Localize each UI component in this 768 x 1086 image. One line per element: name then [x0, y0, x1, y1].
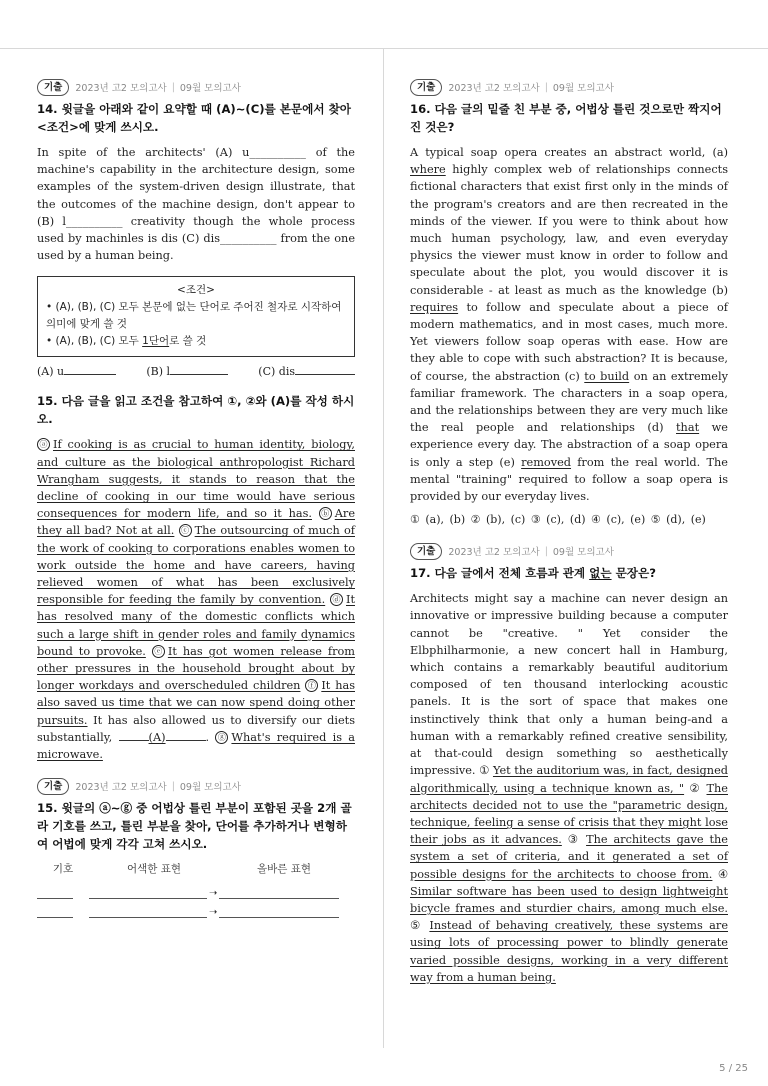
answer-c	[258, 365, 355, 378]
exam-tag	[37, 78, 355, 96]
exam-year: 2023년 고2 모의고사	[448, 547, 540, 559]
marker-g: ⓖ	[215, 731, 228, 744]
answer-b-blank[interactable]	[170, 374, 228, 375]
q17-sentence-3: The architects gave the system a set of criteria, and it generated a set of possible designs for the architects to choose from.	[410, 833, 728, 881]
q16-text-5: we experience every day. The abstraction of a soap opera is only a step (e)	[410, 421, 728, 469]
tag-separator: |	[544, 81, 548, 93]
q14-answer-row	[37, 365, 355, 378]
marker-b: ⓑ	[319, 507, 332, 520]
wrong-blank[interactable]	[89, 888, 207, 899]
q17-title-tail: 문장은?	[611, 566, 656, 581]
q17-title	[410, 564, 728, 582]
correction-table	[37, 861, 355, 922]
exam-year: 2023년 고2 모의고사	[448, 83, 540, 94]
answer-c-blank[interactable]	[295, 374, 355, 375]
exam-badge: 기출	[37, 778, 69, 795]
q17-sentence-2: The architects decided not to use the "parametric design, technique, feeling a sense of crisis that they might lose their jobs as it advances.	[410, 781, 728, 847]
sentence-b: Are they all bad? Not at all.	[37, 507, 356, 538]
exam-month: 09월 모의고사	[179, 782, 241, 794]
exam-month: 09월 모의고사	[552, 547, 614, 559]
sentence-f: It has also saved us time that we can now spend doing other pursuits.	[37, 679, 355, 727]
exam-tag	[410, 542, 728, 560]
right-column	[410, 78, 728, 986]
q14-summary: In spite of the architects' (A) u__________ of the machine's capability in the architecture design, some examples of the system-driven design illustrate, that the outcomes of the machine design, don't appear to (B) l__________ creativity though the whole process used by machinles is dis (C) dis__________ from the one used by a human being.	[37, 146, 355, 263]
correction-row-1	[37, 884, 355, 903]
q16-text-1: A typical soap opera creates an abstract world, (a)	[410, 146, 728, 159]
tag-separator: |	[544, 545, 548, 557]
q17-passage	[410, 590, 728, 986]
q17-title-underlined: 없는	[589, 566, 612, 581]
sentence-a: If cooking is as crucial to human identity, biology, and culture as the biological anthropologist Richard Wrangham suggests, it stands to reason that the decline of cooking in our time would have serious consequences for modern life, and so it has.	[37, 438, 355, 521]
column-divider	[383, 48, 384, 1048]
answer-a	[37, 365, 116, 378]
right-blank[interactable]	[219, 907, 339, 918]
q15a-passage: ⓐ If cooking is as crucial to human identity, biology, and culture as the biological anthropologist Richard Wrangham suggests, it stands to reason that the decline of cooking in our time would have serious consequences for modern life, and so it has. ⓑ Are they all bad? Not at all. ⓒ The outsourcing of much of the work of cooking to corporations enables women to work outside the home and have careers, having relieved women of what has been exclusively responsible for feeding the family by convention. ⓓ It has resolved many of the domestic conflicts which such a large shift in gender roles and family dynamics bound to provoke. ⓔ It has got women release from other pressures in the household brought about by longer workdays and overscheduled children ⓕ It has also saved us time that we can now spend doing other pursuits. It has also allowed us to diversify our diets substantially, (A) . ⓖ What's required is a microwave.	[37, 438, 356, 762]
symbol-blank[interactable]	[37, 888, 73, 899]
arrow-icon: ➝	[209, 907, 218, 919]
arrow-icon: ➝	[209, 888, 218, 900]
q14-condition-box	[37, 276, 355, 357]
num-3: ③	[567, 833, 581, 847]
page-number: 5 / 25	[719, 1063, 748, 1074]
condition-2-text: • (A), (B), (C) 모두	[46, 335, 143, 348]
q16-underline-d: that	[676, 421, 700, 435]
marker-c: ⓒ	[179, 524, 192, 537]
tag-separator: |	[171, 780, 175, 792]
condition-2-underlined: 1단어	[142, 335, 170, 348]
q16-choices[interactable]: ① (a), (b) ② (b), (c) ③ (c), (d) ④ (c), (e) ⑤ (d), (e)	[410, 513, 706, 527]
exam-year: 2023년 고2 모의고사	[75, 83, 167, 94]
q17-sentence-5: Instead of behaving creatively, these systems are using lots of processing power to blindly generate varied possible designs, working in a very different way from a human being.	[410, 919, 729, 984]
correction-table-header	[37, 861, 355, 876]
marker-e: ⓔ	[152, 645, 165, 658]
answer-a-label: (A) u	[37, 365, 65, 379]
header-rule	[0, 48, 768, 49]
exam-badge: 기출	[37, 79, 69, 96]
condition-title: <조건>	[177, 284, 215, 297]
q17-intro: Architects might say a machine can never design an innovative or impressive building because a computer cannot be "creative. " Yet consider the Elbphilharmonie, a new concert hall in Hamburg, which contains a remarkably beautiful auditorium composed of ten thousand interlocking acoustic panels. It is the sort of space that makes one instinctively think that only a human being-and a human with a remarkably refined creative sensibility, at that-could design something so aesthetically impressive.	[410, 592, 728, 778]
num-1: ①	[479, 764, 490, 778]
num-4: ④	[717, 867, 728, 881]
col-wrong: 어색한 표현	[126, 863, 182, 876]
marker-a: ⓐ	[37, 438, 50, 451]
tag-separator: |	[171, 81, 175, 93]
q15a-title: 15. 다음 글을 읽고 조건을 참고하여 ①, ②와 (A)를 작성 하시오.	[37, 394, 355, 427]
exam-month: 09월 모의고사	[179, 83, 241, 94]
q17-title-text: 17. 다음 글에서 전체 흐름과 관계	[410, 566, 590, 581]
condition-2	[46, 333, 346, 350]
q16-text-6: from the real world. The mental "training" required to follow a soap opera is provided by our everyday lives.	[410, 455, 728, 504]
num-5: ⑤	[410, 919, 423, 933]
marker-f: ⓕ	[305, 679, 318, 692]
q16-text-4: on an extremely familiar framework. The characters in a soap opera, and the relationships between they are very much like the real people and relationships (d)	[410, 369, 728, 435]
q16-underline-e: removed	[521, 455, 572, 469]
right-blank[interactable]	[219, 888, 339, 899]
q16-text-2: highly complex web of relationships connects fictional characters that exist first only in the minds of the program's creators and are then recreated in the minds of the viewer. If you were to think about how much human psychology, law, and even everyday physics the viewer must know in order to follow and speculate about the plot, you would discover it is considerable - at least as much as the knowledge (b)	[410, 163, 728, 297]
col-right: 올바른 표현	[256, 863, 312, 876]
condition-1: • (A), (B), (C) 모두 본문에 없는 단어로 주어진 철자로 시작하여 의미에 맞게 쓸 것	[46, 301, 342, 331]
left-column	[37, 78, 355, 922]
sentence-plain: It has also allowed us to diversify our diets substantially,	[37, 713, 355, 744]
blank-a-left	[119, 740, 149, 741]
q16-passage	[410, 144, 728, 505]
sentence-g: What's required is a microwave.	[37, 730, 356, 762]
q15b-title: 15. 윗글의 ⓐ~ⓖ 중 어법상 틀린 부분이 포함된 곳을 2개 골라 기호를 쓰고, 틀린 부분을 찾아, 단어를 추가하거나 변형하여 어법에 맞게 각각 고쳐 쓰시오.	[37, 801, 352, 852]
blank-a-label: (A)	[148, 730, 166, 744]
exam-year: 2023년 고2 모의고사	[75, 782, 167, 794]
wrong-blank[interactable]	[89, 907, 207, 918]
exam-tag	[37, 777, 355, 795]
q16-underline-c: to build	[584, 369, 630, 383]
exam-badge: 기출	[410, 543, 442, 560]
exam-tag	[410, 78, 728, 96]
blank-a-right	[166, 740, 206, 741]
col-symbol: 기호	[52, 863, 74, 876]
q16-underline-a: where	[410, 163, 446, 177]
q16-text-3: to follow and speculate about a piece of modern mathematics, and in most cases, much more. Yet viewers follow soap operas with ease. How are they able to cope with such abstraction? It is because, of course, the abstraction (c)	[410, 300, 728, 383]
answer-c-label: (C) dis	[258, 365, 295, 379]
exam-badge: 기출	[410, 79, 442, 96]
answer-b-label: (B) l	[146, 365, 171, 379]
condition-2-tail: 로 쓸 것	[169, 335, 207, 348]
q16-title: 16. 다음 글의 밑줄 친 부분 중, 어법상 틀린 것으로만 짝지어진 것은?	[410, 102, 722, 134]
sentence-d: It has resolved many of the domestic conflicts which such a large shift in gender roles and family dynamics bound to provoke.	[37, 593, 355, 658]
answer-a-blank[interactable]	[64, 374, 116, 375]
q14-title: 14. 윗글을 아래와 같이 요약할 때 (A)~(C)를 본문에서 찾아 <조건>에 맞게 쓰시오.	[37, 102, 352, 134]
q17-sentence-1: Yet the auditorium was, in fact, designed algorithmically, using a technique known as, "	[410, 764, 728, 795]
answer-b	[146, 365, 228, 378]
sentence-c: The outsourcing of much of the work of cooking to corporations enables women to work outside the home and have careers, having relieved women of what has been exclusively responsible for feeding the family by convention.	[37, 524, 355, 607]
symbol-blank[interactable]	[37, 907, 73, 918]
num-2: ②	[689, 781, 702, 795]
q17-sentence-4: Similar software has been used to design lightweight bicycle frames and sturdier chairs, among much else.	[410, 884, 728, 915]
exam-month: 09월 모의고사	[552, 83, 614, 94]
correction-row-2	[37, 903, 355, 922]
sentence-e: It has got women release from other pressures in the household brought about by longer workdays and overscheduled children	[37, 644, 356, 693]
marker-d: ⓓ	[330, 593, 343, 606]
q16-underline-b: requires	[410, 300, 459, 314]
